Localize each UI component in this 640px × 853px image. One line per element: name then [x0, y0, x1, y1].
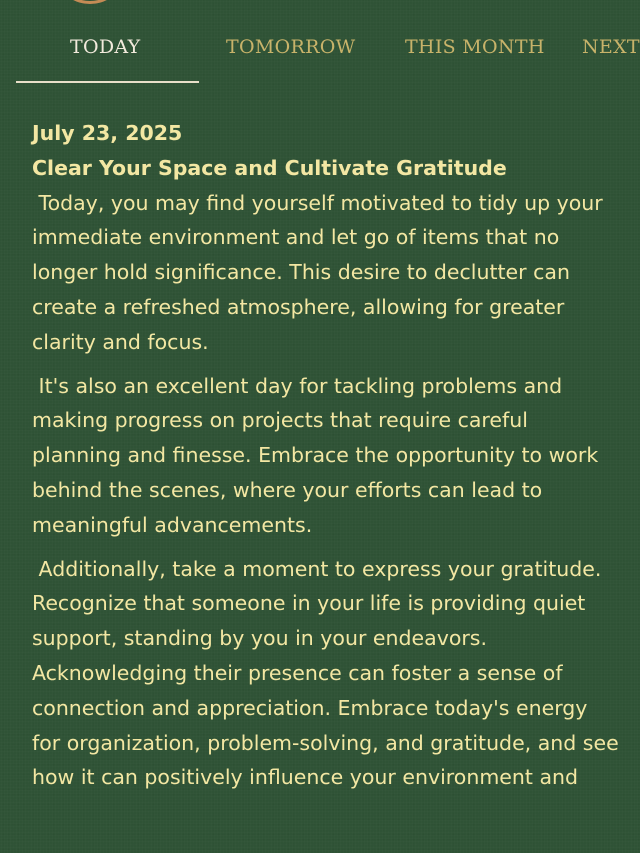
- period-tabs: [0, 28, 640, 84]
- horoscope-title: Clear Your Space and Cultivate Gratitude: [32, 155, 507, 180]
- tab-this-month[interactable]: THIS MONTH: [405, 36, 545, 58]
- horoscope-paragraph: It's also an excellent day for tackling problems and making progress on projects that require careful planning and finesse. Embrace the opportunity to work behind the scenes, where your efforts can lead to meaningful advancements.: [32, 373, 605, 537]
- tab-today[interactable]: TODAY: [70, 36, 141, 58]
- horoscope-content: [32, 116, 626, 804]
- active-tab-indicator: [16, 81, 199, 83]
- horoscope-paragraph: Additionally, take a moment to express your gratitude. Recognize that someone in your life is providing quiet support, standing by you in your endeavors. Acknowledging their presence can foster a sense of connection and appreciation. Embrace today's energy for organization, problem-solving, and gratitude, and see how it can positively influence your environment and: [32, 556, 626, 790]
- zodiac-medallion-icon: [62, 0, 118, 4]
- horoscope-date: July 23, 2025: [32, 121, 183, 145]
- tab-tomorrow[interactable]: TOMORROW: [226, 36, 356, 58]
- horoscope-paragraph: Today, you may find yourself motivated to tidy up your immediate environment and let go of items that no longer hold significance. This desire to declutter can create a refreshed atmosphere, allowing for greater clarity and focus.: [32, 190, 610, 354]
- tab-next[interactable]: NEXT: [582, 36, 640, 58]
